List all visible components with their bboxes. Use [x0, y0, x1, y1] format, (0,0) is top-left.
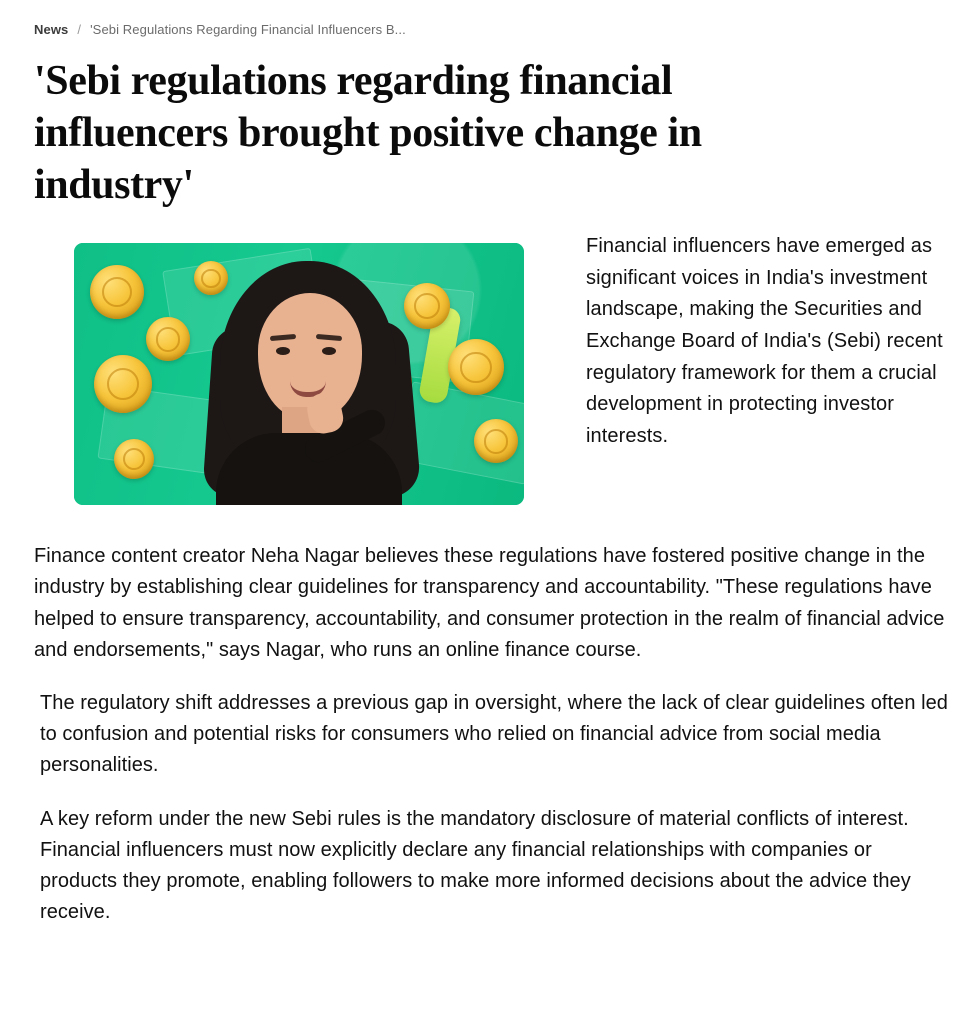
lead-section [34, 227, 950, 521]
article-body [34, 541, 950, 928]
breadcrumb-item-news[interactable]: News [34, 22, 69, 37]
coin-icon [90, 265, 144, 319]
breadcrumb [34, 22, 950, 37]
article-paragraph: Finance content creator Neha Nagar believes these regulations have fostered positive change in the industry by establishing clear guidelines for transparency and accountability. "These regulations have helped to ensure transparency, accountability, and consumer protection in the realm of financial advice and endorsements," says Nagar, who runs an online finance course. [34, 545, 945, 661]
coin-icon [94, 355, 152, 413]
page-title: 'Sebi regulations regarding financial influencers brought positive change in industry' [34, 58, 702, 209]
coin-icon [448, 339, 504, 395]
coin-icon [474, 419, 518, 463]
breadcrumb-item-current: 'Sebi Regulations Regarding Financial Influencers B... [90, 22, 406, 37]
article-paragraph: A key reform under the new Sebi rules is the mandatory disclosure of material conflicts of interest. Financial influencers must now explicitly declare any financial relationships with companies or products they promote, enabling followers to make more informed decisions about the advice they receive. [40, 807, 911, 924]
person-portrait [182, 257, 432, 505]
article-hero-image [74, 243, 524, 505]
breadcrumb-separator: / [77, 22, 82, 37]
article-paragraph: The regulatory shift addresses a previous gap in oversight, where the lack of clear guidelines often led to confusion and potential risks for consumers who relied on financial advice from social media personalities. [40, 691, 948, 777]
article-lead-paragraph: Financial influencers have emerged as significant voices in India's investment landscape, making the Securities and Exchange Board of India's (Sebi) recent regulatory framework for them a crucial development in protecting investor interests. [586, 235, 943, 447]
coin-icon [114, 439, 154, 479]
hero-photo [74, 243, 524, 505]
